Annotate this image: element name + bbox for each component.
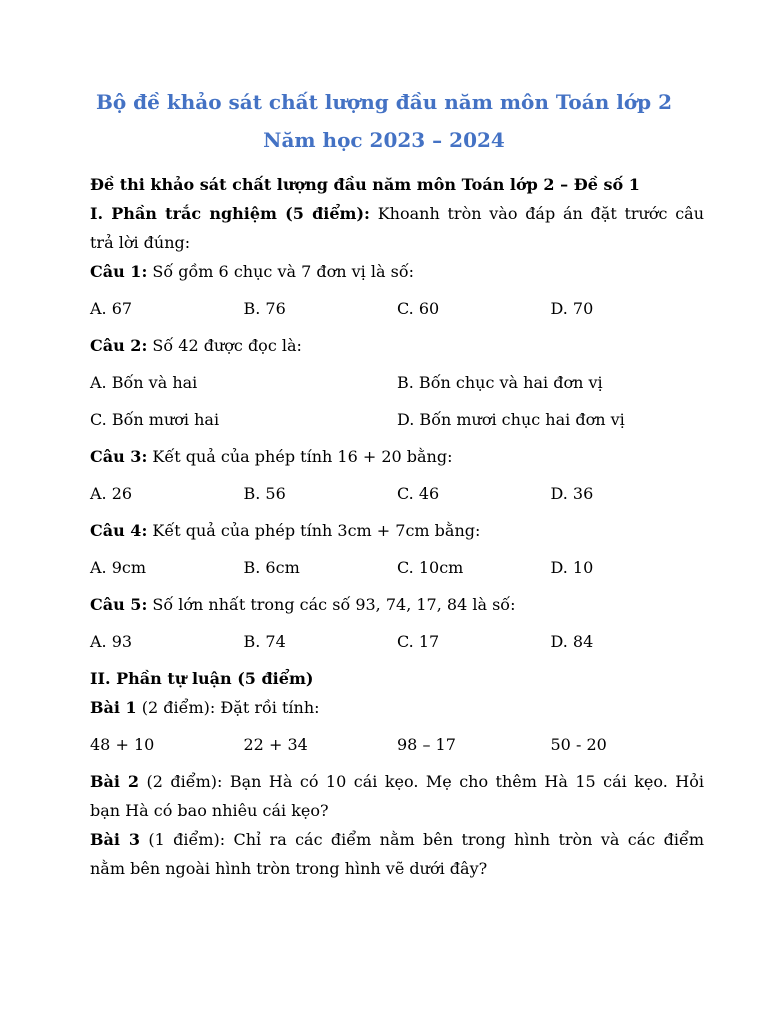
bai-label: Bài 2 (90, 772, 140, 791)
question-2-options-row2 (90, 405, 704, 434)
option-d: D. 84 (550, 632, 594, 651)
part1-label: I. Phần trắc nghiệm (5 điểm): (90, 204, 370, 223)
option-d: D. 70 (550, 299, 594, 318)
question-text: Kết quả của phép tính 16 + 20 bằng: (147, 447, 453, 466)
question-1 (90, 257, 704, 286)
part1-heading (90, 199, 704, 228)
bai-3 (90, 825, 704, 854)
option-a: A. 67 (90, 299, 133, 318)
question-text: Kết quả của phép tính 3cm + 7cm bằng: (147, 521, 481, 540)
question-text: Số 42 được đọc là: (147, 336, 302, 355)
option-c: C. 10cm (397, 558, 464, 577)
question-text: Số lớn nhất trong các số 93, 74, 17, 84 là số: (147, 595, 516, 614)
part1-instruction-cont: trả lời đúng: (90, 233, 191, 252)
option-b: B. 76 (243, 299, 286, 318)
option-d: D. Bốn mươi chục hai đơn vị (397, 410, 625, 429)
question-label: Câu 5: (90, 595, 148, 614)
option-b: B. 6cm (243, 558, 300, 577)
bai-label: Bài 3 (90, 830, 140, 849)
calc-item: 48 + 10 (90, 735, 155, 754)
option-b: B. 74 (243, 632, 286, 651)
bai-1 (90, 693, 704, 722)
option-b: B. 56 (243, 484, 286, 503)
option-d: D. 10 (550, 558, 594, 577)
option-c: C. 17 (397, 632, 440, 651)
calc-item: 50 - 20 (550, 735, 607, 754)
question-5-options (90, 627, 704, 656)
question-3 (90, 442, 704, 471)
bai-2 (90, 767, 704, 796)
question-2 (90, 331, 704, 360)
option-d: D. 36 (550, 484, 594, 503)
option-c: C. 46 (397, 484, 440, 503)
bai-2-cont: bạn Hà có bao nhiêu cái kẹo? (90, 801, 329, 820)
option-a: A. 26 (90, 484, 133, 503)
question-label: Câu 2: (90, 336, 148, 355)
question-1-options (90, 294, 704, 323)
exam-heading: Đề thi khảo sát chất lượng đầu năm môn Toán lớp 2 – Đề số 1 (90, 175, 640, 194)
question-5 (90, 590, 704, 619)
option-b: B. Bốn chục và hai đơn vị (397, 373, 603, 392)
option-c: C. 60 (397, 299, 440, 318)
question-label: Câu 1: (90, 262, 148, 281)
bai-text: (1 điểm): Chỉ ra các điểm nằm bên trong hình tròn và các điểm (139, 830, 705, 849)
document-body (90, 170, 704, 883)
bai-1-items (90, 730, 704, 759)
option-c: C. Bốn mươi hai (90, 410, 220, 429)
bai-label: Bài 1 (90, 698, 137, 717)
option-a: A. 9cm (90, 558, 147, 577)
bai-text: (2 điểm): Đặt rồi tính: (136, 698, 320, 717)
bai-text: (2 điểm): Bạn Hà có 10 cái kẹo. Mẹ cho thêm Hà 15 cái kẹo. Hỏi (139, 772, 705, 791)
part1-instruction: Khoanh tròn vào đáp án đặt trước câu (369, 204, 705, 223)
calc-item: 22 + 34 (243, 735, 308, 754)
question-label: Câu 3: (90, 447, 148, 466)
document-title-line1: Bộ đề khảo sát chất lượng đầu năm môn Toán lớp 2 (95, 90, 673, 114)
question-3-options (90, 479, 704, 508)
calc-item: 98 – 17 (397, 735, 456, 754)
option-a: A. 93 (90, 632, 133, 651)
question-4-options (90, 553, 704, 582)
option-a: A. Bốn và hai (90, 373, 198, 392)
question-text: Số gồm 6 chục và 7 đơn vị là số: (147, 262, 415, 281)
question-label: Câu 4: (90, 521, 148, 540)
document-title-line2: Năm học 2023 – 2024 (263, 128, 505, 152)
question-4 (90, 516, 704, 545)
question-2-options-row1 (90, 368, 704, 397)
part2-heading: II. Phần tự luận (5 điểm) (90, 669, 314, 688)
bai-3-cont: nằm bên ngoài hình tròn trong hình vẽ dưới đây? (90, 859, 488, 878)
